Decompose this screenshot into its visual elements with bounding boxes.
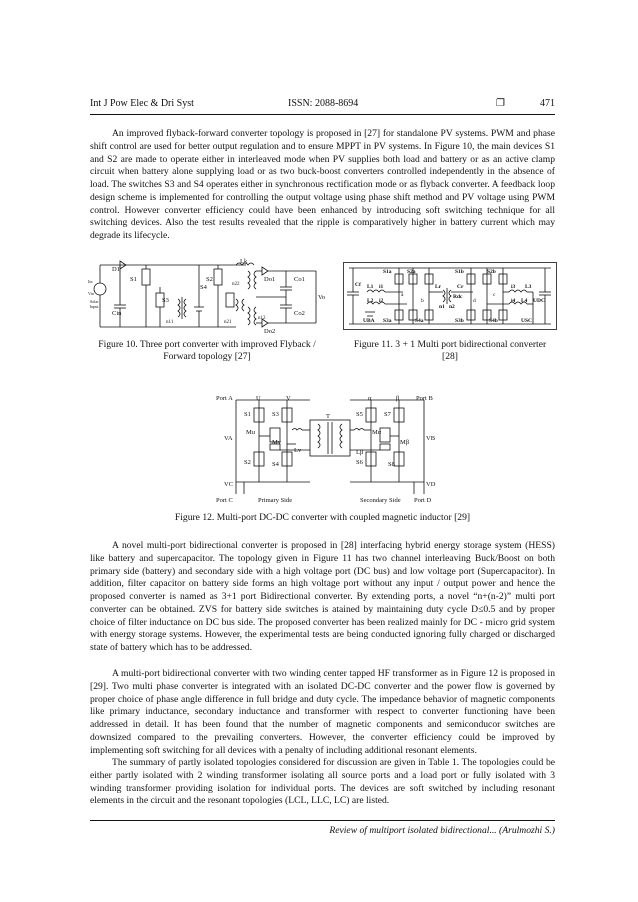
fig12-label: VD	[426, 481, 436, 488]
page-number: 471	[540, 98, 555, 109]
fig10-label: Lk	[240, 258, 248, 265]
fig11-label: n1	[439, 304, 445, 310]
fig11-label: i2	[379, 298, 384, 304]
fig12-label: β	[396, 395, 400, 402]
running-footer: Review of multiport isolated bidirectional... (Arulmozhi S.)	[329, 825, 555, 836]
fig12-label: S8	[388, 461, 395, 468]
fig11-label: c	[493, 292, 496, 298]
fig12-label: Mα	[372, 429, 382, 436]
fig11-label: S2b	[487, 269, 496, 275]
fig10-label: D1	[112, 266, 120, 273]
fig12-label: T	[326, 413, 330, 420]
fig11-label: n2	[449, 304, 455, 310]
fig12-label: VB	[426, 435, 436, 442]
figure-10-labels	[86, 257, 328, 337]
figure-10-caption: Figure 10. Three port converter with improved Flyback / Forward topology [27]	[98, 339, 316, 362]
figure-10	[86, 257, 328, 337]
fig11-label: Cr	[457, 284, 464, 290]
fig10-label: S3	[162, 297, 169, 304]
fig10-label: n21	[224, 320, 232, 325]
fig10-label: Do1	[264, 276, 276, 283]
figure-12-caption: Figure 12. Multi-port DC-DC converter with coupled magnetic inductor [29]	[174, 512, 471, 523]
fig12-label: Port B	[416, 395, 433, 402]
fig11-label: i1	[379, 284, 384, 290]
paragraph-hf-transformer: A multi-port bidirectional converter with two winding center tapped HF transformer as in Figure 12 is proposed in [29]. Two multi phase converter is integrated with an isolated DC-DC converter and the power flow is governed by proper choice of phase angle difference in full bridge and duty cycle. The impedance behavior of magnetic components like primary inductance, secondary inductance and transformer with respect to converter functioning have been addressed in detail. It has been found that the number of magnetic components and semiconducor switches are downsized compared to the prevailing converters. However, the converter efficiency could be improved by implementing soft switching for all devices with a penalty of including additional resonant elements.	[90, 668, 555, 756]
fig12-label: S6	[356, 459, 363, 466]
footer-rule	[90, 820, 555, 821]
fig12-label: S4	[272, 461, 279, 468]
fig10-label: Do2	[264, 328, 276, 335]
fig11-label: Cf	[355, 282, 361, 288]
figure-11-labels	[343, 262, 557, 330]
fig12-label: Mu	[246, 429, 256, 436]
fig12-label: Mv	[272, 439, 282, 446]
fig11-label: S3b	[455, 318, 464, 324]
header-rule	[90, 114, 555, 115]
fig12-label: Lβ	[356, 449, 364, 456]
figure-11-caption: Figure 11. 3 + 1 Multi port bidirectional converter [28]	[353, 339, 547, 362]
fig12-label: Port A	[216, 395, 233, 402]
fig11-label: UDC	[533, 298, 545, 304]
fig12-label: VA	[224, 435, 233, 442]
fig11-label: b	[421, 298, 424, 304]
fig11-label: L4	[521, 298, 528, 304]
running-header	[90, 98, 555, 114]
fig11-label: S1a	[383, 269, 392, 275]
fig12-label: V	[286, 395, 291, 402]
fig11-label: a	[401, 292, 404, 298]
fig12-label: S3	[272, 411, 279, 418]
fig11-label: S1b	[455, 269, 464, 275]
fig12-label: S7	[384, 411, 391, 418]
paragraph-flyback-forward: An improved flyback-forward converter topology is proposed in [27] for standalone PV systems. PWM and phase shift control are used for better output regulation and to ensure MPPT in PV systems. In Figure 10, the main devices S1 and S2 are made to operate either in interleaved mode when PV supplies both load and battery or as an active clamp circuit when battery alone supplying load or as two buck-boost converters controlled independently in the absence of load. The switches S3 and S4 operates either in synchronous rectification mode or as flyback converter. A feedback loop design scheme is implemented for controlling the output voltage using phase shift method and PV voltage using PWM control. However converter efficiency could have been enhanced by introducing soft switching technique for all switching devices. Also the test results revealed that the ripple is comparatively higher in battery current which may degrade its lifecycle.	[90, 128, 555, 241]
fig11-label: S2a	[407, 269, 416, 275]
fig11-label: L1	[367, 284, 374, 290]
fig10-label: Co1	[294, 276, 305, 283]
issn: ISSN: 2088-8694	[288, 98, 359, 109]
fig11-label: USC	[521, 318, 533, 324]
fig12-label: Port C	[216, 497, 233, 504]
fig11-label: UBA	[363, 318, 375, 324]
fig10-label: Solar	[90, 299, 99, 304]
fig10-label: Vin	[88, 291, 94, 296]
fig12-label: Mβ	[400, 439, 410, 446]
fig10-label: Co2	[294, 310, 305, 317]
fig12-label: VC	[224, 481, 234, 488]
fig12-label: U	[256, 395, 261, 402]
fig12-label: Secondary Side	[360, 497, 401, 504]
fig12-label: Port D	[414, 497, 432, 504]
figure-12-labels	[214, 394, 446, 506]
fig12-label: Lv	[294, 447, 302, 454]
fig10-label: Input	[90, 304, 99, 309]
section-marker-icon: ❐	[496, 98, 505, 109]
fig10-label: Cin	[112, 310, 122, 317]
fig12-label: S2	[244, 459, 251, 466]
fig10-label: Iin	[88, 279, 93, 284]
fig12-label: S1	[244, 411, 251, 418]
figure-11	[343, 262, 557, 330]
fig11-label: i3	[511, 284, 516, 290]
fig11-label: Lr	[435, 284, 442, 290]
fig10-label: n11	[166, 320, 174, 325]
fig11-label: S3a	[383, 318, 392, 324]
paragraph-hess-converter: A novel multi-port bidirectional converter is proposed in [28] interfacing hybrid energy storage system (HESS) like battery and supercapacitor. The topology given in Figure 11 has two channel interleaving Buck/Boost on both primary side (battery) and secondary side with a high voltage port (DC bus) and low voltage port (Supercapacitor). In addition, filter capacitor on battery side forms an high voltage port without any input / output power and hence the proposed converter is named as 3+1 port Bidirectional converter. By extending ports, a novel “n+(n-2)” multi port converter can be obtained. ZVS for battery side switches is atained by maintaining duty cycle D≤0.5 and by proper choice of filter inductance on DC bus side. The proposed converter has been realized mainly for DC - micro grid system with energy storage systems. However, the experimental tests are being conducted ignoring fully charged or discharged state of battery which has to be addressed.	[90, 540, 555, 653]
fig10-label: S4	[200, 284, 207, 291]
fig11-label: S4a	[415, 318, 424, 324]
journal-name: Int J Pow Elec & Dri Syst	[90, 98, 194, 109]
fig12-label: α	[368, 395, 372, 402]
fig11-label: d	[473, 298, 476, 304]
fig12-label: S5	[356, 411, 363, 418]
fig11-label: L3	[525, 284, 532, 290]
fig10-label: S1	[130, 276, 137, 283]
fig11-label: i4	[511, 298, 516, 304]
fig10-label: S2	[206, 276, 213, 283]
fig10-label: n12	[258, 316, 266, 321]
fig11-label: S4b	[489, 318, 498, 324]
fig12-label: Primary Side	[258, 497, 293, 504]
fig10-label: Vo	[318, 294, 326, 301]
figure-12	[214, 394, 446, 506]
fig11-label: Rdc	[453, 294, 463, 300]
fig10-label: n22	[232, 282, 240, 287]
fig11-label: L2	[367, 298, 374, 304]
paragraph-summary: The summary of partly isolated topologies considered for discussion are given in Table 1. The topologies could be either partly isolated with 2 winding transformer isolating all source ports and a load port or fully isolated with 3 winding transformer providing isolation for individual ports. The devices are soft switched by including resonant elements in the circuit and the resonant topologies (LCL, LLC, LC) are listed.	[90, 757, 555, 807]
